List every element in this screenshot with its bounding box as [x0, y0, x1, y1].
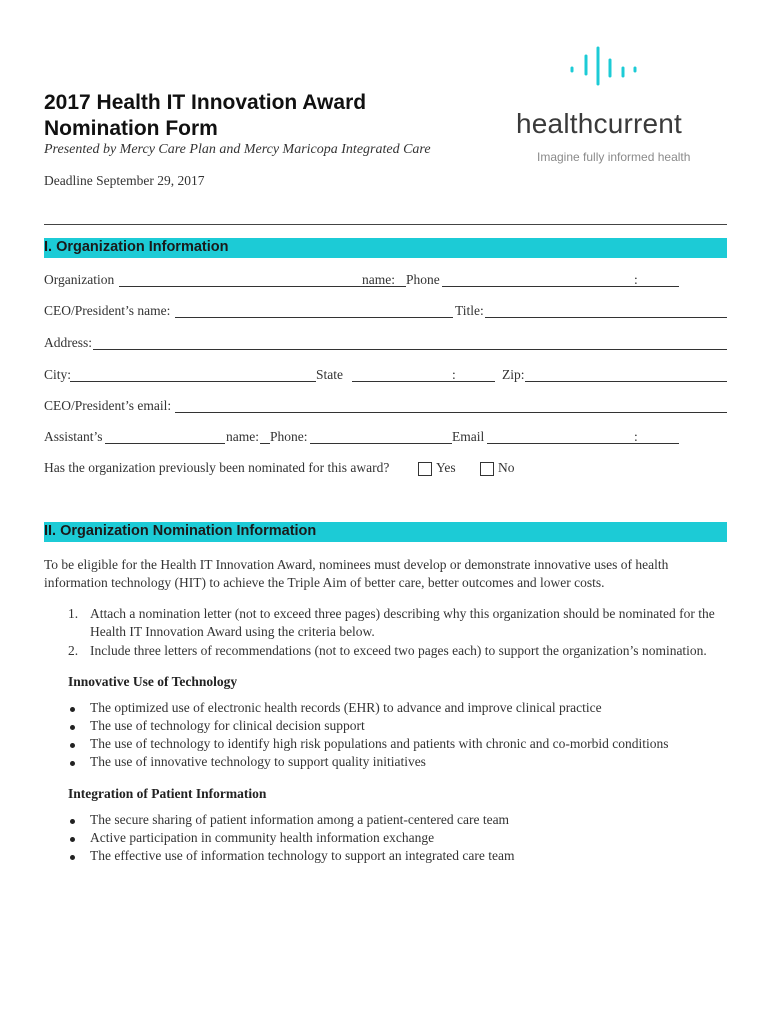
state-colon: :	[452, 367, 456, 382]
logo-wordmark: healthcurrent	[516, 108, 683, 139]
list-item: The use of innovative technology to support quality initiatives	[90, 754, 426, 769]
step-1	[44, 605, 734, 641]
list-item: The use of technology for clinical decision support	[90, 718, 365, 733]
logo-tagline: Imagine fully informed health	[537, 150, 691, 164]
header-divider	[44, 224, 727, 225]
ceo-title-field[interactable]	[485, 303, 727, 318]
section-2-title: II. Organization Nomination Information	[44, 523, 317, 539]
assistant-email-ext-field[interactable]	[639, 429, 679, 444]
step-text-line-2: Health IT Innovation Award using the criteria below.	[90, 624, 375, 639]
zip-label: Zip:	[502, 367, 525, 382]
ceo-title-label: Title:	[455, 303, 484, 318]
address-label: Address:	[44, 335, 92, 350]
org-phone-ext-field[interactable]	[639, 272, 679, 287]
org-phone-label: Phone	[406, 272, 440, 287]
assistant-field[interactable]	[105, 429, 225, 444]
org-name-label: name:	[362, 272, 395, 287]
ceo-name-label: CEO/President’s name:	[44, 303, 171, 318]
assistant-email-colon: :	[634, 429, 638, 444]
yes-label: Yes	[436, 460, 456, 475]
bullet-dot	[70, 725, 75, 730]
org-name-gap-line	[396, 272, 406, 287]
assistant-phone-label: Phone:	[270, 429, 308, 444]
bullet-dot	[70, 761, 75, 766]
zip-field[interactable]	[525, 367, 727, 382]
innovative-use-heading: Innovative Use of Technology	[68, 674, 238, 689]
list-item: The optimized use of electronic health records (EHR) to advance and improve clinical practice	[90, 700, 602, 715]
step-number: 1.	[68, 606, 79, 621]
no-checkbox[interactable]	[480, 462, 494, 476]
bullet-dot	[70, 707, 75, 712]
title-line-1: 2017 Health IT Innovation Award	[44, 91, 367, 114]
assistant-email-label: Email	[452, 429, 485, 444]
integration-list	[0, 812, 770, 868]
list-item: Active participation in community health information exchange	[90, 830, 435, 845]
section-1-header	[44, 238, 727, 258]
list-item: The effective use of information technology to support an integrated care team	[90, 848, 515, 863]
state-ext-field[interactable]	[458, 367, 495, 382]
assistant-name-gap-line	[260, 429, 270, 444]
assistant-phone-field[interactable]	[310, 429, 452, 444]
step-number: 2.	[68, 643, 79, 658]
bullet-dot	[70, 837, 75, 842]
ceo-email-field[interactable]	[175, 398, 727, 413]
ceo-name-field[interactable]	[175, 303, 453, 318]
no-label: No	[498, 460, 515, 475]
yes-checkbox[interactable]	[418, 462, 432, 476]
organization-label: Organization	[44, 272, 115, 287]
deadline: Deadline September 29, 2017	[44, 173, 205, 188]
bullet-dot	[70, 855, 75, 860]
ceo-email-label: CEO/President’s email:	[44, 398, 172, 413]
state-label: State	[316, 367, 343, 382]
bullet-dot	[70, 743, 75, 748]
assistant-label: Assistant’s	[44, 429, 103, 444]
section-2-header	[44, 522, 727, 542]
ceo-row	[44, 303, 727, 323]
organization-row	[44, 272, 727, 292]
city-label: City:	[44, 367, 72, 382]
ceo-email-row	[44, 398, 727, 418]
nomination-question: Has the organization previously been nominated for this award?	[44, 460, 390, 475]
innovative-use-list	[0, 700, 770, 776]
assistant-name-label: name:	[226, 429, 259, 444]
intro-line-2: information technology (HIT) to achieve the Triple Aim of better care, better outcomes and lower costs.	[44, 575, 605, 590]
address-row	[44, 335, 727, 355]
list-item: The secure sharing of patient information among a patient-centered care team	[90, 812, 510, 827]
eligibility-intro	[44, 556, 734, 592]
list-item: The use of technology to identify high risk populations and patients with chronic and co-morbid conditions	[90, 736, 669, 751]
nomination-question-row	[44, 460, 727, 480]
subtitle: Presented by Mercy Care Plan and Mercy Maricopa Integrated Care	[44, 142, 431, 157]
section-1-title: I. Organization Information	[44, 239, 229, 255]
city-row	[44, 367, 727, 387]
city-field[interactable]	[70, 367, 316, 382]
step-2	[44, 642, 734, 660]
step-text-line-1: Attach a nomination letter (not to exceed three pages) describing why this organization should be nominated for the	[90, 606, 715, 621]
bullet-dot	[70, 819, 75, 824]
step-text-line-1: Include three letters of recommendations (not to exceed two pages each) to support the organization’s nomination.	[90, 643, 707, 658]
assistant-row	[44, 429, 727, 449]
intro-line-1: To be eligible for the Health IT Innovation Award, nominees must develop or demonstrate innovative uses of health	[44, 557, 669, 572]
healthcurrent-logo-icon	[568, 44, 652, 88]
integration-heading: Integration of Patient Information	[68, 786, 267, 801]
form-title	[44, 90, 366, 142]
address-field[interactable]	[93, 335, 727, 350]
org-phone-colon: :	[634, 272, 638, 287]
title-line-2: Nomination Form	[44, 117, 218, 140]
